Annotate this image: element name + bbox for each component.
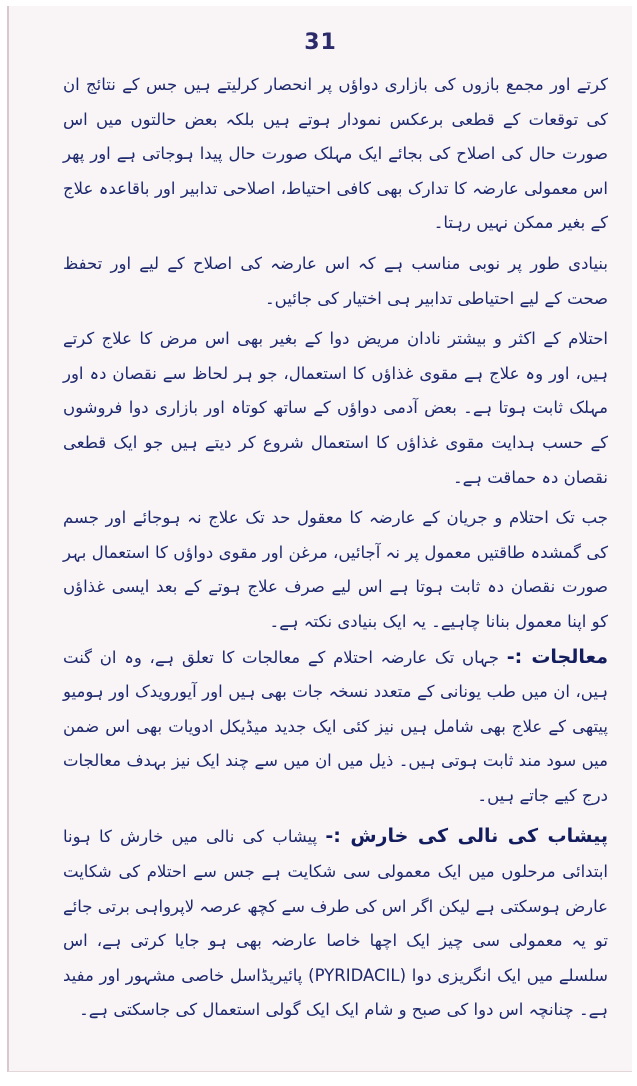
page-number: 31 <box>304 30 337 55</box>
paragraph-6 <box>63 819 608 1028</box>
paragraph-text: کرتے اور مجمع بازوں کی بازاری دواؤں پر انحصار کرلیتے ہیں جس کے نتائج ان کی توقعات کے قطعی برعکس نمودار ہوتے ہیں بلکہ بعض حالتوں میں اس صورت حال کی اصلاح کی بجائے ایک مہلک صورت حال پیدا ہوجاتی ہے اور پھر اس معمولی عارضہ کا تدارک بھی کافی احتیاط، اصلاحی تدابیر اور باقاعدہ علاج کے بغیر ممکن نہیں رہتا۔ <box>63 75 608 233</box>
page-body <box>63 68 608 1028</box>
section-heading-treatments: معالجات :- <box>506 645 608 668</box>
paragraph-3 <box>63 322 608 495</box>
book-page <box>7 6 632 1072</box>
paragraph-text: جب تک احتلام و جریان کے عارضہ کا معقول حد تک علاج نہ ہوجائے اور جسم کی گمشدہ طاقتیں معمول پر نہ آجائیں، مرغن اور مقوی دواؤں کا استعمال بہر صورت نقصان دہ ثابت ہوتا ہے اس لیے صرف علاج ہوتے کے بعد ایسی غذاؤں کو اپنا معمول بنانا چاہیے۔ یہ ایک بنیادی نکتہ ہے۔ <box>63 508 608 631</box>
paragraph-5 <box>63 640 608 814</box>
paragraph-text: احتلام کے اکثر و بیشتر نادان مریض دوا کے بغیر بھی اس مرض کا علاج کرتے ہیں، اور وہ علاج ہے مقوی غذاؤں کا استعمال، جو ہر لحاظ سے نقصان دہ اور مہلک ثابت ہوتا ہے۔ بعض آدمی دواؤں کے ساتھ کوتاہ اور بازاری دوا فروشوں کے حسب ہدایت مقوی غذاؤں کا استعمال شروع کر دیتے ہیں جو ایک قطعی نقصان دہ حماقت ہے۔ <box>63 329 608 487</box>
paragraph-text: بنیادی طور پر نوبی مناسب ہے کہ اس عارضہ کی اصلاح کے لیے اور تحفظ صحت کے لیے احتیاطی تدابیر ہی اختیار کی جائیں۔ <box>63 253 608 308</box>
paragraph-1 <box>63 68 608 241</box>
section-heading-urethral-itch: پیشاب کی نالی کی خارش :- <box>325 825 608 848</box>
paragraph-text: جہاں تک عارضہ احتلام کے معالجات کا تعلق ہے، وہ ان گنت ہیں، ان میں طب یونانی کے متعدد نسخہ جات بھی ہیں اور آیورویدک اور ہومیو پیتھی کے علاج بھی شامل ہیں نیز کئی ایک جدید میڈیکل ادویات بھی اس ضمن میں سود مند ثابت ہوتی ہیں۔ ذیل میں ان میں سے چند ایک نیز بہدف معالجات درج کیے جاتے ہیں۔ <box>63 647 608 805</box>
paragraph-4 <box>63 501 608 639</box>
paragraph-2 <box>63 247 608 316</box>
paragraph-text: پیشاب کی نالی میں خارش کا ہونا ابتدائی مرحلوں میں ایک معمولی سی شکایت ہے جس سے احتلام کی شکایت عارض ہوسکتی ہے لیکن اگر اس کی طرف سے کچھ عرصہ لاپرواہی برتی جائے تو یہ معمولی سی چیز ایک اچھا خاصا عارضہ بھی ہو جایا کرتی ہے، اس سلسلے میں ایک انگریزی دوا (PYRIDACIL) پائیریڈاسل خاصی مشہور اور مفید ہے۔ چنانچہ اس دوا کی صبح و شام ایک ایک گولی استعمال کی جاسکتی ہے۔ <box>63 827 609 1020</box>
